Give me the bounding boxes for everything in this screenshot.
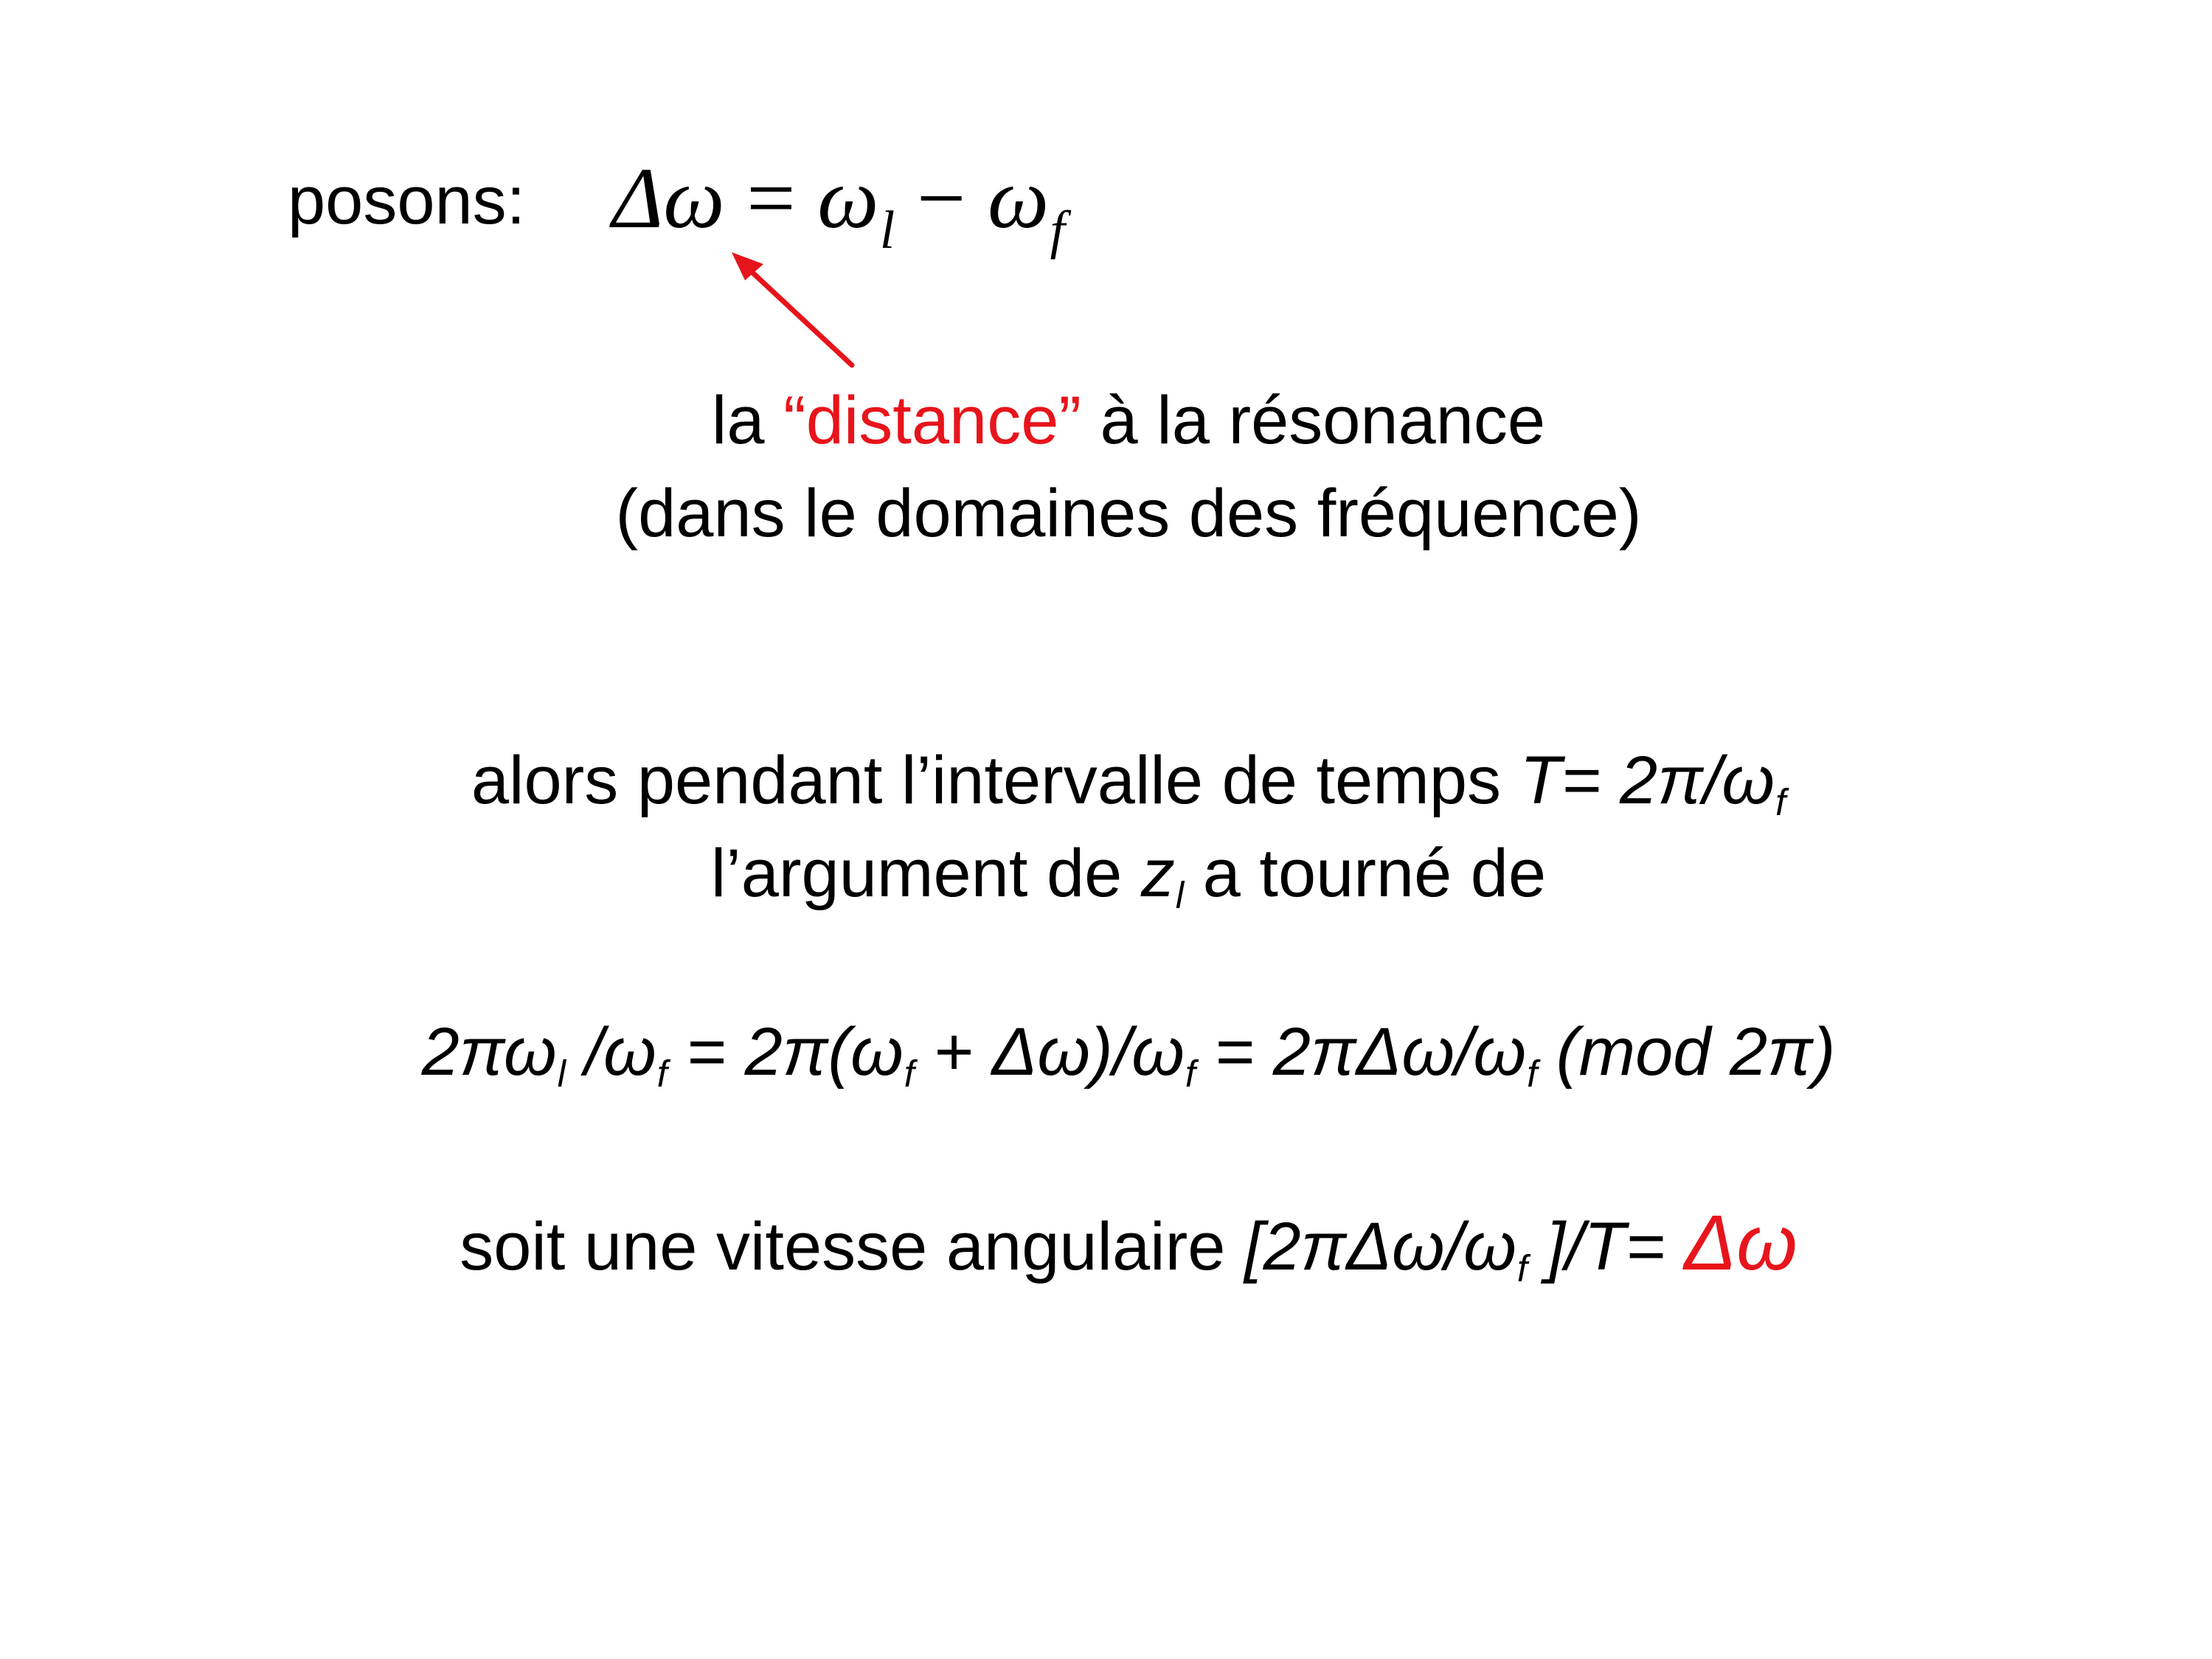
period-formula: T= 2π/ω	[1519, 743, 1775, 818]
posons-label: posons:	[288, 163, 526, 238]
note-prefix: la	[711, 383, 784, 458]
z-subscript: l	[1175, 874, 1185, 917]
distance-note-line	[0, 383, 2212, 458]
interval-text: alors pendant l’intervalle de temps	[471, 743, 1520, 818]
eq-sub-1: l	[557, 1053, 566, 1095]
eq-sub-3: f	[904, 1053, 915, 1095]
argument-suffix: a tourné de	[1184, 836, 1547, 911]
equals-sign: =	[724, 150, 818, 246]
distance-highlight: “distance”	[783, 383, 1081, 458]
subscript-f: f	[1050, 199, 1065, 260]
velocity-formula-subscript: f	[1516, 1247, 1528, 1290]
delta-omega-symbol: Δω	[612, 150, 725, 246]
delta-omega-definition	[612, 150, 1065, 260]
z-variable: z	[1140, 836, 1175, 911]
angular-velocity-text: soit une vitesse angulaire	[460, 1209, 1244, 1284]
minus-sign: −	[895, 150, 988, 246]
angular-velocity-sentence	[0, 1199, 2212, 1290]
eq-part-5: = 2πΔω/ω	[1195, 1014, 1527, 1090]
argument-sentence	[0, 836, 2212, 917]
eq-part-3: = 2π(ω	[667, 1014, 904, 1090]
omega-l-symbol: ω	[817, 150, 879, 246]
interval-sentence	[0, 743, 2212, 824]
omega-f-symbol: ω	[987, 150, 1050, 246]
delta-omega-result: Δω	[1684, 1199, 1797, 1286]
eq-part-2: /ω	[565, 1014, 656, 1090]
velocity-formula-part-2: ]/T=	[1527, 1209, 1685, 1284]
eq-part-1: 2πω	[421, 1014, 557, 1090]
argument-prefix: l’argument de	[710, 836, 1141, 911]
rotation-equation	[0, 1014, 2212, 1095]
velocity-formula-part-1: [2πΔω/ω	[1244, 1209, 1516, 1284]
eq-part-4: + Δω)/ω	[914, 1014, 1185, 1090]
eq-sub-2: f	[656, 1053, 668, 1095]
eq-part-6: (mod 2π)	[1537, 1014, 1836, 1090]
red-arrow-icon	[723, 243, 870, 376]
period-subscript: f	[1775, 781, 1786, 824]
note-suffix: à la résonance	[1081, 383, 1546, 458]
subscript-l: l	[879, 199, 895, 260]
frequency-domain-note: (dans le domaines des fréquence)	[615, 476, 1642, 551]
eq-sub-4: f	[1185, 1053, 1196, 1095]
eq-sub-5: f	[1527, 1053, 1538, 1095]
